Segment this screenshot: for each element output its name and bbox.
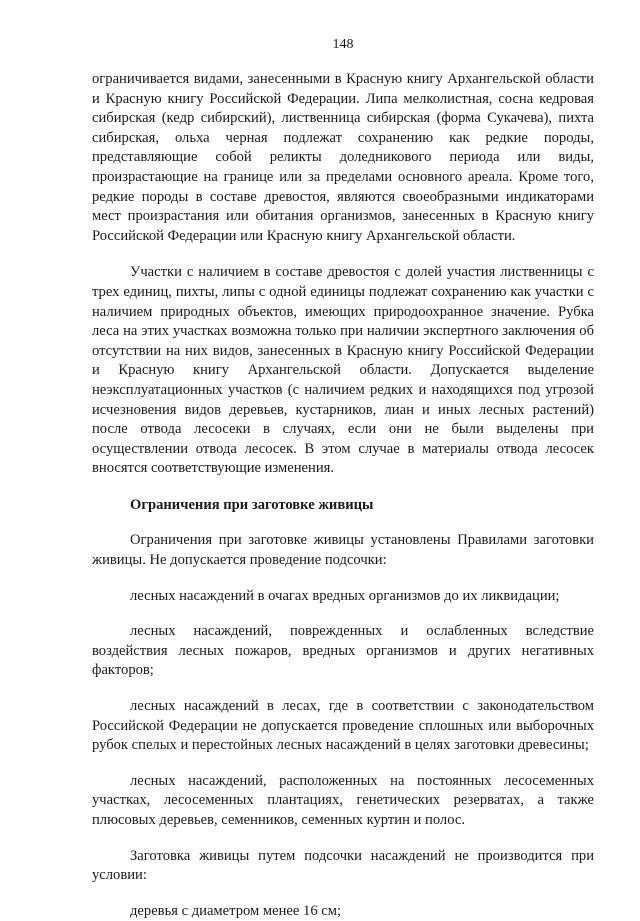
paragraph-protected-plots: Участки с наличием в составе древостоя с долей участия лиственницы с трех единиц, пихты, липы с одной единицы подлежат сохранению как участки с наличием природных объектов, имеющих природоохранное значение. Рубка леса на этих участках возможна только при наличии экспертного заключения об отсутствии на них видов, занесенных в Красную книгу Российской Федерации и Красную книгу Архангельской области. Допускается выделение неэксплуатационных участков (с наличием редких и находящихся под угрозой исчезновения видов деревьев, кустарников, лиан и иных лесных растений) после отвода лесосеки в случаях, если они не были выделены при осуществлении отвода лесосек. В этом случае в материалы отвода лесосек вносятся соответствующие изменения. <box>92 264 594 477</box>
list-item-seed-plots: лесных насаждений, расположенных на постоянных лесосеменных участках, лесосеменных плантациях, генетических резерватах, а также плюсовых деревьев, семенников, семенных куртин и полос. <box>92 772 594 828</box>
section-heading: Ограничения при заготовке живицы <box>130 496 374 513</box>
list-item-damaged-stands: лесных насаждений, поврежденных и ослабленных вследствие воздействия лесных пожаров, вредных организмов и других негативных факторов; <box>92 623 594 679</box>
paragraph-resin-restrictions: Ограничения при заготовке живицы установлены Правилами заготовки живицы. Не допускается проведение подсочки: <box>92 532 594 569</box>
list-item-no-felling-forests: лесных насаждений в лесах, где в соответствии с законодательством Российской Федерации не допускается проведение сплошных или выборочных рубок спелых и перестойных лесных насаждений в целях заготовки древесины; <box>92 698 594 754</box>
list-item-diameter: деревья с диаметром менее 16 см; <box>130 902 342 919</box>
page-number: 148 <box>332 37 354 52</box>
document-body <box>92 70 594 921</box>
list-item-pest-foci: лесных насаждений в очагах вредных организмов до их ликвидации; <box>130 587 560 604</box>
paragraph-tapping-conditions: Заготовка живицы путем подсочки насаждений не производится при условии: <box>92 847 594 884</box>
paragraph-rare-species: ограничивается видами, занесенными в Красную книгу Архангельской области и Красную книгу Российской Федерации. Липа мелколистная, сосна кедровая сибирская (кедр сибирский), лиственница сибирская (форма Сукачева), пихта сибирская, ольха черная подлежат сохранению как редкие породы, представляющие собой реликты доледникового периода или виды, произрастающие на границе или за пределами основного ареала. Кроме того, редкие породы в составе древостоя, являются своеобразными индикаторами мест произрастания или обитания организмов, занесенных в Красную книгу Российской Федерации или Красную книгу Архангельской области. <box>92 71 594 244</box>
